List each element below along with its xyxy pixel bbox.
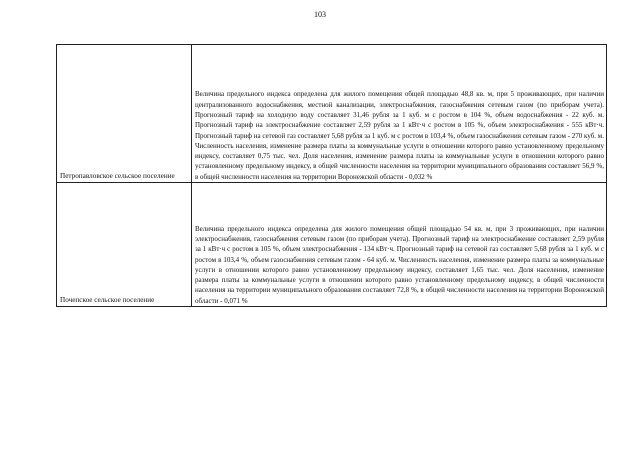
settlements-table (56, 44, 607, 307)
settlement-name: Петропавловское сельское поселение (60, 172, 175, 180)
index-description: Величина предельного индекса определена для жилого помещения общей площадью 48,8 кв. м, при 5 проживающих, при наличии централизованного водоснабжения, местной канализации, электроснабжения, газоснабжения сетевым газом (по приборам учета). Прогнозный тариф на холодную воду составляет 31,46 рубля за 1 куб. м с ростом в 104 %, объем водоснабжения - 22 куб. м. Прогнозный тариф на электроснабжение составляет 2,59 рубля за 1 кВт·ч с ростом в 105 %, объем электроснабжения - 555 кВт·ч. Прогнозный тариф на сетевой газ составляет 5,68 рубля за 1 куб. м с ростом в 103,4 %, объем газоснабжения сетевым газом - 270 куб. м. Численность населения, изменение размера платы за коммунальные услуги в отношении которого равно установленному предельному индексу, составляет 0,75 тыс. чел. Доля населения, изменение размера платы за коммунальные услуги в отношении которого равно установленному предельному индексу, в общей численности населения на территории муниципального образования составляет 56,9 %, в общей численности населения на территории Воронежской области - 0,032 % (195, 90, 604, 181)
table-row (57, 45, 607, 183)
page-number: 103 (314, 10, 326, 19)
index-description-cell (192, 45, 607, 183)
table-row (57, 183, 607, 307)
settlement-name: Почепское сельское поселение (60, 296, 155, 304)
index-description-cell (192, 183, 607, 307)
settlement-name-cell (57, 45, 192, 183)
settlement-name-cell (57, 183, 192, 307)
index-description: Величина предельного индекса определена для жилого помещения общей площадью 54 кв. м, при 3 проживающих, при наличии электроснабжения, газоснабжения сетевым газом (по приборам учета). Прогнозный тариф на электроснабжение составляет 2,59 рубля за 1 кВт·ч с ростом в 105 %, объем электроснабжения - 134 кВт·ч. Прогнозный тариф на сетевой газ составляет 5,68 рубля за 1 куб. м с ростом в 103,4 %, объем газоснабжения сетевым газом - 64 куб. м. Численность населения, изменение размера платы за коммунальные услуги в отношении которого равно установленному предельному индексу, составляет 1,65 тыс. чел. Доля населения, изменение размера платы за коммунальные услуги в отношении которого равно установленному предельному индексу, в общей численности населения на территории муниципального образования составляет 72,8 %, в общей численности населения на территории Воронежской области - 0,071 % (195, 224, 604, 305)
